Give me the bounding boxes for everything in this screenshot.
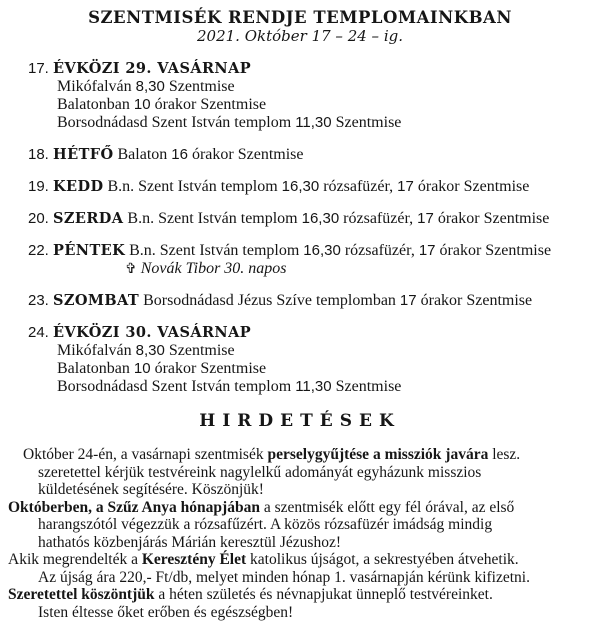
text-segment: rózsafüzér, [339, 210, 418, 227]
announcement-paragraph [0, 551, 600, 586]
text-segment: 18. [28, 146, 54, 163]
text-segment: órakor Szentmise [187, 146, 304, 163]
text-segment: hathatós közbenjárás Márián keresztül Jézushoz! [38, 533, 341, 551]
schedule-entry [0, 242, 600, 278]
text-segment: órakor Szentmise [416, 292, 533, 309]
text-segment: 11,30 [295, 114, 332, 131]
text-segment: 16,30 [281, 178, 320, 195]
mass-schedule-list [0, 60, 600, 396]
text-segment: perselygyűjtése a missziók javára [267, 446, 489, 463]
text-segment: ÉVKÖZI 29. VASÁRNAP [53, 60, 252, 77]
text-segment: órakor Szentmise [413, 178, 530, 195]
schedule-line [0, 96, 600, 114]
text-segment: órakor Szentmise [150, 360, 267, 377]
text-segment: ÉVKÖZI 30. VASÁRNAP [53, 324, 252, 341]
text-segment: 10 [133, 96, 151, 113]
text-segment: KEDD [53, 178, 104, 195]
text-segment: órakor Szentmise [435, 242, 552, 259]
text-segment: Szentmise [331, 114, 402, 131]
text-segment: Mikófalván [57, 342, 136, 359]
text-segment: Szentmise [331, 378, 402, 395]
text-segment: B.n. Szent István templom [103, 178, 282, 195]
text-segment: 19. [28, 178, 54, 195]
memorial-cross-icon: ✞ [125, 261, 137, 277]
announcement-paragraph [0, 586, 600, 621]
text-segment: PÉNTEK [53, 242, 126, 259]
text-segment: 22. [28, 242, 54, 259]
schedule-line [0, 324, 600, 342]
text-segment: Balaton [113, 146, 172, 163]
schedule-line [0, 342, 600, 360]
text-segment: SZOMBAT [53, 292, 140, 309]
announcement-line [0, 569, 600, 587]
text-segment: HÉTFŐ [53, 146, 114, 163]
text-segment: Szentmise [164, 342, 235, 359]
announcement-line [0, 481, 600, 499]
text-segment: lesz. [488, 446, 521, 463]
page-title: SZENTMISÉK RENDJE TEMPLOMAINKBAN [88, 8, 512, 27]
text-segment: 8,30 [135, 342, 165, 359]
announcement-line [0, 534, 600, 552]
announcement-line [0, 516, 600, 534]
text-segment: Isten éltesse őket erőben és egészségben! [38, 603, 294, 621]
announcement-line [0, 551, 600, 569]
schedule-line [0, 210, 600, 228]
text-segment: szeretettel kérjük testvéreink nagylelkű adományát egyházunk misszios [38, 463, 482, 481]
text-segment: órakor Szentmise [433, 210, 550, 227]
text-segment: órakor Szentmise [150, 96, 267, 113]
text-segment: 20. [28, 210, 54, 227]
schedule-line [0, 378, 600, 396]
schedule-line [0, 360, 600, 378]
schedule-line [0, 60, 600, 78]
announcement-paragraph [0, 446, 600, 499]
text-segment: 10 [133, 360, 151, 377]
text-segment: 16,30 [301, 210, 340, 227]
date-range-subtitle: 2021. Október 17 – 24 – ig. [197, 27, 403, 45]
text-segment: Október 24-én, a vasárnapi szentmisék [23, 446, 268, 463]
text-segment: 17 [399, 292, 417, 309]
announcement-line [0, 586, 600, 604]
text-segment: 17. [28, 60, 54, 77]
schedule-entry [0, 292, 600, 310]
text-segment: Szeretettel köszöntjük [8, 586, 155, 603]
text-segment: Novák Tibor 30. napos [136, 260, 287, 277]
text-segment: B.n. Szent István templom [125, 242, 304, 259]
text-segment: 16,30 [303, 242, 341, 259]
schedule-line [0, 78, 600, 96]
schedule-line [0, 178, 600, 196]
text-segment: 17 [397, 178, 414, 195]
announcement-paragraph [0, 499, 600, 552]
announcements-heading: HIRDETÉSEK [199, 411, 401, 431]
text-segment: 24. [28, 324, 54, 341]
text-segment: Októberben, a Szűz Anya hónapjában [8, 498, 260, 516]
text-segment: 17 [418, 242, 436, 259]
text-segment: küldetésének segítésére. Köszönjük! [38, 481, 264, 498]
schedule-line [0, 146, 600, 164]
text-segment: a héten születés és névnapjukat ünneplő testvéreinket. [154, 586, 493, 603]
announcement-line [0, 499, 600, 517]
text-segment: 11,30 [295, 378, 332, 395]
text-segment: Borsodnádasd Szent István templom [57, 114, 296, 131]
announcements-list [0, 446, 600, 621]
schedule-entry [0, 178, 600, 196]
text-segment: harangszótól végezzük a rózsafűzért. A közös rózsafüzér imádság mindig [38, 516, 493, 533]
text-segment: katolikus újságot, a sekrestyében átvehetik. [246, 551, 519, 568]
schedule-entry [0, 60, 600, 132]
text-segment: 17 [417, 210, 434, 227]
text-segment: Keresztény Élet [141, 551, 247, 568]
schedule-entry [0, 146, 600, 164]
text-segment: a szentmisék előtt egy fél órával, az első [259, 498, 515, 516]
text-segment: SZERDA [53, 210, 124, 227]
announcement-line [0, 604, 600, 622]
announcement-line [0, 464, 600, 482]
schedule-line [0, 114, 600, 132]
text-segment: rózsafüzér, [340, 242, 419, 259]
text-segment: B.n. Szent István templom [123, 210, 302, 227]
text-segment: Borsodnádasd Jézus Szíve templomban [139, 292, 400, 309]
text-segment: Akik megrendelték a [8, 551, 142, 568]
schedule-line [0, 242, 600, 260]
text-segment: Borsodnádasd Szent István templom [57, 378, 296, 395]
schedule-line [0, 260, 600, 278]
text-segment: 16 [171, 146, 188, 163]
schedule-entry [0, 324, 600, 396]
text-segment: Mikófalván [57, 78, 136, 95]
text-segment: Balatonban [57, 96, 134, 113]
text-segment: rózsafüzér, [319, 178, 398, 195]
text-segment: Az újság ára 220,- Ft/db, melyet minden hónap 1. vasárnapján kérünk kifizetni. [38, 568, 530, 586]
schedule-line [0, 292, 600, 310]
text-segment: 8,30 [135, 78, 165, 95]
text-segment: Balatonban [57, 360, 134, 377]
announcement-line [0, 446, 600, 464]
text-segment: Szentmise [164, 78, 235, 95]
schedule-entry [0, 210, 600, 228]
text-segment: 23. [28, 292, 54, 309]
